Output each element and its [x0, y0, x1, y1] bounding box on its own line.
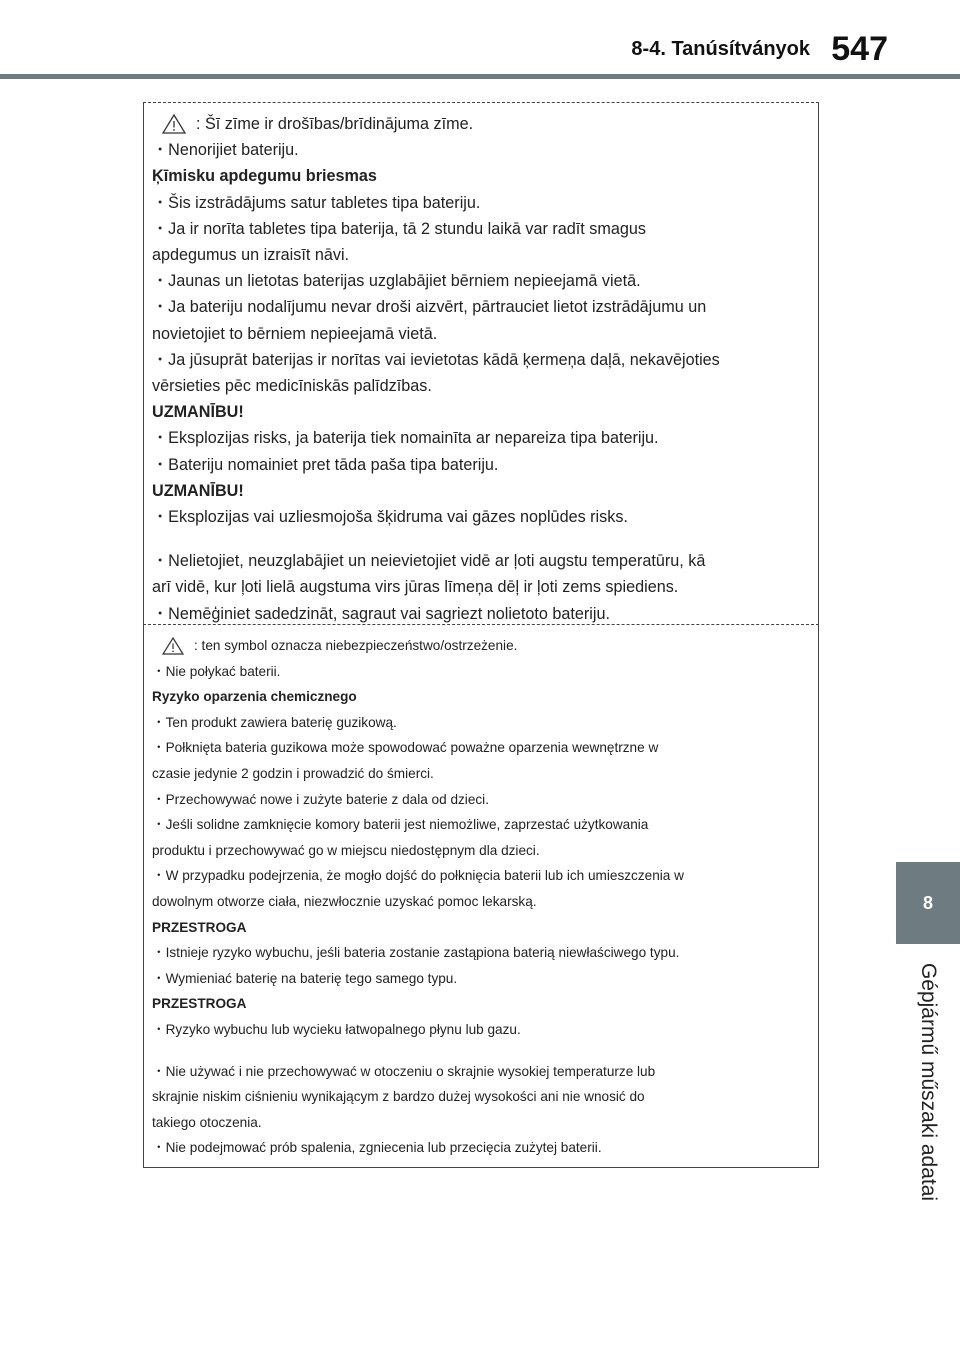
latvian-text-line: apdegumus un izraisīt nāvi. — [152, 246, 350, 265]
latvian-text-line: ・Ja bateriju nodalījumu nevar droši aizvērt, pārtrauciet lietot izstrādājumu un — [152, 298, 707, 317]
latvian-text-line: novietojiet to bērniem nepieejamā vietā. — [152, 324, 438, 343]
latvian-heading-caution-2: UZMANĪBU! — [152, 481, 244, 500]
latvian-text-line: ・Ja ir norīta tabletes tipa baterija, tā 2 stundu laikā var radīt smagus — [152, 219, 646, 238]
polish-text-line: ・W przypadku podejrzenia, że mogło dojść do połknięcia baterii lub ich umieszczenia w — [152, 868, 684, 884]
warning-triangle-icon — [162, 637, 184, 655]
polish-text-line: ・Istnieje ryzyko wybuchu, jeśli bateria zostanie zastąpiona baterią niewłaściwego typu. — [152, 945, 680, 961]
polish-heading-caution-1: PRZESTROGA — [152, 919, 247, 935]
polish-lines-b — [152, 710, 806, 915]
chapter-number: 8 — [922, 892, 933, 913]
latvian-text-line: vērsieties pēc medicīniskās palīdzības. — [152, 377, 432, 396]
latvian-lines-e — [152, 548, 806, 627]
polish-warning-text: : ten symbol oznacza niebezpieczeństwo/ostrzeżenie. — [194, 638, 518, 653]
polish-heading-chemical: Ryzyko oparzenia chemicznego — [152, 689, 357, 705]
polish-text-line: produktu i przechowywać go w miejscu niedostępnym dla dzieci. — [152, 842, 540, 858]
polish-text-line: ・Nie połykać baterii. — [152, 663, 281, 679]
section-title: 8-4. Tanúsítványok — [631, 38, 810, 60]
polish-text-line: ・Ten produkt zawiera baterię guzikową. — [152, 714, 397, 730]
polish-text-line: dowolnym otworze ciała, niezwłocznie uzyskać pomoc lekarską. — [152, 893, 537, 909]
polish-text-line: ・Nie używać i nie przechowywać w otoczeniu o skrajnie wysokiej temperaturze lub — [152, 1063, 656, 1079]
polish-warning-box — [143, 624, 819, 1168]
latvian-text-line: ・Jaunas un lietotas baterijas uzglabājiet bērniem nepieejamā vietā. — [152, 272, 641, 291]
latvian-heading-caution-1: UZMANĪBU! — [152, 403, 244, 422]
polish-lines-d — [152, 1017, 806, 1043]
latvian-text-line: ・Eksplozijas vai uzliesmojoša šķidruma vai gāzes noplūdes risks. — [152, 508, 628, 527]
latvian-text-line: ・Bateriju nomainiet pret tāda paša tipa bateriju. — [152, 455, 499, 474]
chapter-label-container — [896, 952, 960, 1212]
polish-text-line: ・Wymieniać baterię na baterię tego samego typu. — [152, 970, 458, 986]
latvian-text-line: ・Nelietojiet, neuzglabājiet un neievietojiet vidē ar ļoti augstu temperatūru, kā — [152, 552, 706, 571]
polish-text-line: ・Ryzyko wybuchu lub wycieku łatwopalnego płynu lub gazu. — [152, 1021, 521, 1037]
latvian-text-line: arī vidē, kur ļoti lielā augstuma virs jūras līmeņa dēļ ir ļoti zems spiediens. — [152, 578, 679, 597]
polish-text-line: takiego otoczenia. — [152, 1114, 262, 1130]
latvian-warning-row — [152, 111, 806, 137]
polish-heading-caution-2: PRZESTROGA — [152, 996, 247, 1012]
latvian-text-line: ・Eksplozijas risks, ja baterija tiek nomainīta ar nepareiza tipa bateriju. — [152, 429, 659, 448]
latvian-lines-c — [152, 425, 806, 477]
latvian-text-line: ・Nenorijiet bateriju. — [152, 141, 299, 160]
latvian-text-line: ・Nemēģiniet sadedzināt, sagraut vai sagriezt nolietoto bateriju. — [152, 604, 611, 623]
latvian-text-line: ・Šis izstrādājums satur tabletes tipa bateriju. — [152, 193, 481, 212]
chapter-tab[interactable] — [896, 862, 960, 944]
polish-lines-c — [152, 940, 806, 991]
latvian-lines-a — [152, 137, 806, 163]
latvian-lines-d — [152, 504, 806, 530]
latvian-text-line: ・Ja jūsuprāt baterijas ir norītas vai ievietotas kādā ķermeņa daļā, nekavējoties — [152, 350, 720, 369]
polish-text-line: czasie jedynie 2 godzin i prowadzić do śmierci. — [152, 765, 434, 781]
chapter-label: Gépjármű műszaki adatai — [917, 962, 941, 1202]
polish-text-line: ・Jeśli solidne zamknięcie komory baterii jest niemożliwe, zaprzestać użytkowania — [152, 817, 649, 833]
polish-text-line: ・Nie podejmować prób spalenia, zgniecenia lub przecięcia zużytej baterii. — [152, 1140, 602, 1156]
polish-text-line: ・Przechowywać nowe i zużyte baterie z dala od dzieci. — [152, 791, 489, 807]
polish-lines-a — [152, 659, 806, 685]
polish-warning-row — [152, 633, 806, 659]
latvian-warning-box — [143, 102, 819, 624]
polish-lines-e — [152, 1059, 806, 1161]
polish-text-line: ・Połknięta bateria guzikowa może spowodować poważne oparzenia wewnętrzne w — [152, 740, 659, 756]
latvian-warning-text: : Šī zīme ir drošības/brīdinājuma zīme. — [196, 115, 474, 133]
page-number: 547 — [831, 30, 888, 68]
header-rule — [0, 74, 960, 79]
latvian-heading-chemical: Ķīmisku apdegumu briesmas — [152, 167, 377, 186]
warning-triangle-icon — [162, 114, 186, 134]
latvian-lines-b — [152, 190, 806, 400]
polish-text-line: skrajnie niskim ciśnieniu wynikającym z bardzo dużej wysokości ani nie wnosić do — [152, 1089, 645, 1105]
